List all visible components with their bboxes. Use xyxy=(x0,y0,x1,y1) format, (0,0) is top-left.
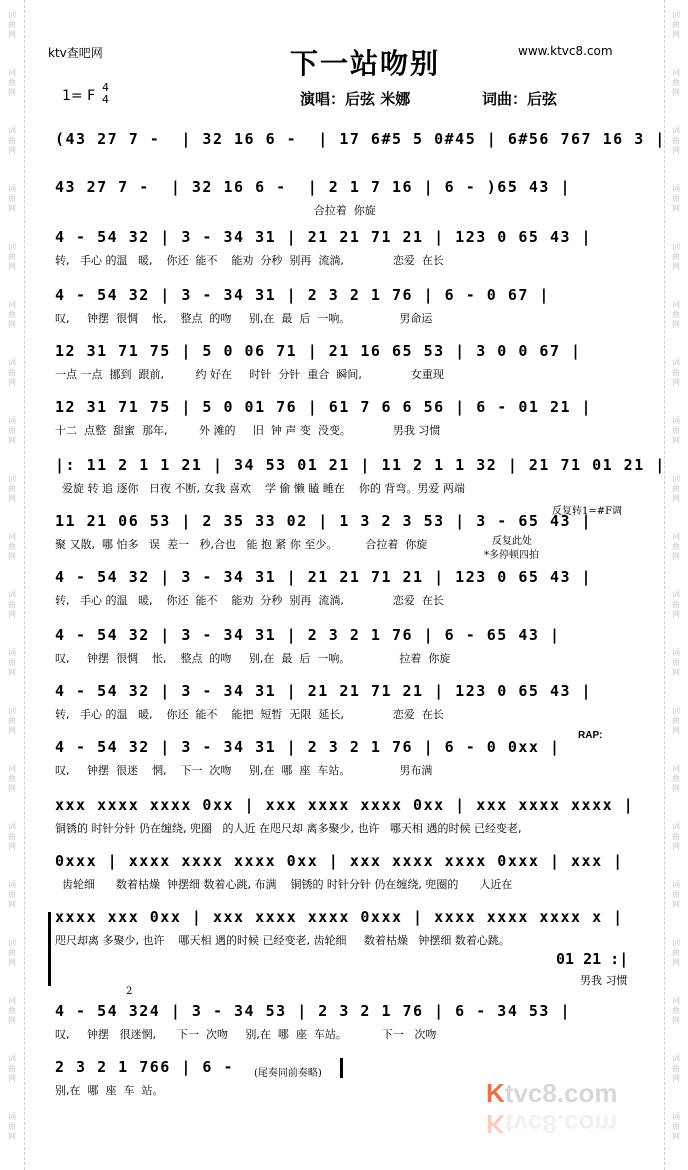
margin-watermark-glyph: 曲 xyxy=(672,948,680,957)
margin-watermark-glyph: 曲 xyxy=(8,136,16,145)
margin-watermark-glyph: 网 xyxy=(672,320,680,329)
margin-watermark-glyph: 词 xyxy=(672,474,680,483)
margin-watermark-glyph: 词 xyxy=(672,764,680,773)
margin-watermark-glyph: 曲 xyxy=(8,658,16,667)
margin-watermark-glyph: 词 xyxy=(672,184,680,193)
score-line xyxy=(55,286,635,328)
margin-watermark-glyph: 曲 xyxy=(672,1122,680,1131)
score-line xyxy=(55,342,635,384)
margin-watermark-glyph: 网 xyxy=(672,1132,680,1141)
margin-watermark-glyph: 曲 xyxy=(672,484,680,493)
margin-watermark-glyph: 词 xyxy=(8,822,16,831)
margin-watermark-glyph: 曲 xyxy=(8,78,16,87)
margin-watermark-glyph: 网 xyxy=(672,378,680,387)
lyric-line: 别,在 哪 座 车 站。 xyxy=(55,1084,164,1097)
margin-watermark-glyph: 曲 xyxy=(672,310,680,319)
right-margin-line xyxy=(664,0,665,1170)
margin-watermark-glyph: 词 xyxy=(672,1054,680,1063)
margin-watermark-glyph: 曲 xyxy=(672,658,680,667)
margin-watermark-glyph: 曲 xyxy=(672,426,680,435)
margin-watermark-glyph: 网 xyxy=(672,88,680,97)
score-line xyxy=(55,398,635,440)
score-line xyxy=(55,626,635,668)
lyric-line: 叹, 钟摆 很惆 怅, 整点 的吻 别,在 最 后 一响。 男命运 xyxy=(55,312,433,325)
score-line xyxy=(55,512,635,554)
song-title: 下一站吻别 xyxy=(290,47,441,80)
lyric-line: 叹, 钟摆 很惆 怅, 整点 的吻 别,在 最 后 一响。 拉着 你旋 xyxy=(55,652,451,665)
lyric-line: 叹, 钟摆 很迷惘, 下一 次吻 别,在 哪 座 车站。 下一 次吻 xyxy=(55,1028,437,1041)
margin-watermark-glyph: 网 xyxy=(672,204,680,213)
margin-watermark-glyph: 网 xyxy=(8,784,16,793)
margin-watermark-glyph: 曲 xyxy=(8,774,16,783)
margin-watermark-glyph: 网 xyxy=(672,900,680,909)
margin-watermark-glyph: 词 xyxy=(8,184,16,193)
margin-watermark-glyph: 网 xyxy=(672,1016,680,1025)
meter-bottom: 4 xyxy=(102,93,109,106)
score-line xyxy=(55,1002,635,1044)
margin-watermark-glyph: 曲 xyxy=(672,774,680,783)
rap-label: RAP: xyxy=(578,730,603,741)
score-line xyxy=(55,682,635,724)
margin-watermark-glyph: 曲 xyxy=(8,1122,16,1131)
meter-top: 4 xyxy=(102,81,109,94)
hold-note: *多停顿四拍 xyxy=(484,550,539,561)
margin-watermark-glyph: 曲 xyxy=(672,252,680,261)
margin-watermark-glyph: 曲 xyxy=(8,310,16,319)
margin-watermark-glyph: 曲 xyxy=(8,716,16,725)
margin-watermark-glyph: 词 xyxy=(8,590,16,599)
time-signature xyxy=(102,82,109,106)
margin-watermark-glyph: 曲 xyxy=(8,368,16,377)
composer-credit: 词曲：后弦 xyxy=(482,90,558,108)
margin-watermark-glyph: 词 xyxy=(672,648,680,657)
margin-watermark-glyph: 曲 xyxy=(672,716,680,725)
margin-watermark-glyph: 曲 xyxy=(672,136,680,145)
margin-watermark-glyph: 网 xyxy=(8,320,16,329)
lyric-line: 聚 又散, 哪 怕多 误 差一 秒,合也 能 抱 紧 你 至少。 合拉着 你旋 xyxy=(55,538,428,551)
margin-watermark-glyph: 曲 xyxy=(672,890,680,899)
margin-watermark-glyph: 网 xyxy=(672,494,680,503)
margin-watermark-glyph: 词 xyxy=(8,68,16,77)
lyric-line: 转, 手心 的温 暖, 你还 能不 能劝 分秒 别再 流淌, 恋爱 在长 xyxy=(55,594,444,607)
margin-watermark-glyph: 曲 xyxy=(8,832,16,841)
notation-line: 4 - 54 32 | 3 - 34 31 | 2 3 2 1 76 | 6 - 65 43 | xyxy=(55,626,561,644)
repeat-end-notes: 01 21 :| xyxy=(556,950,629,968)
repeat-destination-note: 反复转1=#F调 xyxy=(552,506,623,517)
notation-line: 11 21 06 53 | 2 35 33 02 | 1 3 2 3 53 | 3 - 65 43 | xyxy=(55,512,593,530)
notation-line: 0xxx | xxxx xxxx xxxx 0xx | xxx xxxx xxxx 0xxx | xxx | xyxy=(55,852,624,870)
score-line xyxy=(55,568,635,610)
score-line xyxy=(55,456,666,498)
margin-watermark-glyph: 网 xyxy=(8,146,16,155)
margin-watermark-glyph: 词 xyxy=(8,300,16,309)
margin-watermark-glyph: 曲 xyxy=(672,368,680,377)
margin-watermark-glyph: 词 xyxy=(672,938,680,947)
margin-watermark-glyph: 网 xyxy=(8,726,16,735)
margin-watermark-glyph: 曲 xyxy=(8,20,16,29)
margin-watermark-glyph: 词 xyxy=(8,1112,16,1121)
score-line xyxy=(55,228,635,270)
margin-watermark-glyph: 网 xyxy=(8,668,16,677)
margin-watermark-glyph: 词 xyxy=(8,242,16,251)
margin-watermark-glyph: 曲 xyxy=(672,78,680,87)
margin-watermark-glyph: 网 xyxy=(672,726,680,735)
margin-watermark-glyph: 曲 xyxy=(8,542,16,551)
margin-watermark-glyph: 词 xyxy=(8,126,16,135)
margin-watermark-glyph: 网 xyxy=(672,146,680,155)
margin-watermark-glyph: 词 xyxy=(8,1054,16,1063)
logo-rest-reflection: tvc8.com xyxy=(504,1109,618,1139)
margin-watermark-glyph: 网 xyxy=(8,436,16,445)
lyric-line: 叹, 钟摆 很迷 惘, 下一 次吻 别,在 哪 座 车站。 男布满 xyxy=(55,764,433,777)
notation-line: 4 - 54 324 | 3 - 34 53 | 2 3 2 1 76 | 6 - 34 53 | xyxy=(55,1002,572,1020)
margin-watermark-glyph: 词 xyxy=(672,126,680,135)
margin-watermark-glyph: 曲 xyxy=(672,1064,680,1073)
lyric-line: 转, 手心 的温 暖, 你还 能不 能把 短暂 无限 延长, 恋爱 在长 xyxy=(55,708,444,721)
score-line xyxy=(55,738,635,780)
end-note: (尾奏同前奏略) xyxy=(254,1068,322,1079)
key-signature: 1= F xyxy=(62,88,96,104)
margin-watermark-glyph: 词 xyxy=(8,532,16,541)
notation-line: 12 31 71 75 | 5 0 06 71 | 21 16 65 53 | 3 0 0 67 | xyxy=(55,342,582,360)
margin-watermark-glyph: 网 xyxy=(672,552,680,561)
margin-watermark-glyph: 曲 xyxy=(672,832,680,841)
repeat-end-lyric: 男我 习惯 xyxy=(580,974,628,987)
margin-watermark-glyph: 网 xyxy=(8,842,16,851)
site-name-left: ktv查吧网 xyxy=(48,46,103,60)
margin-watermark-glyph: 网 xyxy=(672,958,680,967)
margin-watermark-glyph: 曲 xyxy=(8,948,16,957)
margin-watermark-glyph: 词 xyxy=(672,706,680,715)
margin-watermark-glyph: 网 xyxy=(672,668,680,677)
margin-watermark-glyph: 网 xyxy=(8,610,16,619)
margin-watermark-glyph: 词 xyxy=(8,938,16,947)
margin-watermark-glyph: 词 xyxy=(672,10,680,19)
margin-watermark-glyph: 曲 xyxy=(8,252,16,261)
margin-watermark-glyph: 曲 xyxy=(8,484,16,493)
notation-line: 2 3 2 1 766 | 6 - xyxy=(55,1058,235,1076)
margin-watermark-glyph: 曲 xyxy=(8,426,16,435)
margin-watermark-glyph: 网 xyxy=(672,842,680,851)
margin-watermark-glyph: 曲 xyxy=(672,542,680,551)
margin-watermark-glyph: 词 xyxy=(8,474,16,483)
margin-watermark-glyph: 词 xyxy=(8,880,16,889)
margin-watermark-glyph: 词 xyxy=(672,416,680,425)
margin-watermark-glyph: 词 xyxy=(672,358,680,367)
logo-rest: tvc8.com xyxy=(504,1078,618,1108)
margin-watermark-glyph: 词 xyxy=(8,996,16,1005)
margin-watermark-glyph: 网 xyxy=(8,378,16,387)
ktvc8-logo-reflection xyxy=(486,1108,618,1139)
margin-watermark-glyph: 曲 xyxy=(672,194,680,203)
lyric-line: 转, 手心 的温 暖, 你还 能不 能劝 分秒 别再 流淌, 恋爱 在长 xyxy=(55,254,444,267)
margin-watermark-glyph: 词 xyxy=(672,532,680,541)
margin-watermark-glyph: 网 xyxy=(672,436,680,445)
margin-watermark-glyph: 词 xyxy=(672,880,680,889)
margin-watermark-glyph: 网 xyxy=(8,1074,16,1083)
margin-watermark-glyph: 网 xyxy=(672,784,680,793)
score-line xyxy=(55,796,635,838)
margin-watermark-glyph: 词 xyxy=(8,648,16,657)
margin-watermark-glyph: 网 xyxy=(672,1074,680,1083)
notation-line: (43 27 7 - | 32 16 6 - | 17 6#5 5 0#45 | 6#56 767 16 3 | xyxy=(55,130,666,148)
margin-watermark-glyph: 网 xyxy=(672,262,680,271)
left-margin-line xyxy=(24,0,25,1170)
margin-watermark-glyph: 词 xyxy=(672,996,680,1005)
lyric-line: 咫尺却离 多聚少, 也许 哪天相 遇的时候 已经变老, 齿轮细 数着枯燥 钟摆细 数着心跳。 xyxy=(55,934,510,947)
margin-watermark-glyph: 曲 xyxy=(8,1006,16,1015)
logo-k-reflection: K xyxy=(486,1109,505,1139)
lyric-line: 爱旋 转 追 逐你 日夜 不断, 女我 喜欢 学 偷 懒 瞌 睡在 你的 背弯。男爱 两端 xyxy=(55,482,465,495)
notation-line: 4 - 54 32 | 3 - 34 31 | 21 21 71 21 | 123 0 65 43 | xyxy=(55,682,593,700)
margin-watermark-glyph: 网 xyxy=(8,1132,16,1141)
margin-watermark-glyph: 曲 xyxy=(8,1064,16,1073)
site-url-right: www.ktvc8.com xyxy=(518,44,613,58)
margin-watermark-glyph: 词 xyxy=(8,416,16,425)
margin-watermark-glyph: 网 xyxy=(8,552,16,561)
margin-watermark-glyph: 曲 xyxy=(8,600,16,609)
margin-watermark-glyph: 网 xyxy=(672,610,680,619)
repeat-here-note: 反复此处 xyxy=(492,536,532,547)
margin-watermark-glyph: 词 xyxy=(8,358,16,367)
margin-watermark-glyph: 网 xyxy=(8,958,16,967)
score-line xyxy=(55,178,635,220)
margin-watermark-glyph: 网 xyxy=(8,262,16,271)
margin-watermark-glyph: 词 xyxy=(672,590,680,599)
lyric-line: 十二 点整 甜蜜 那年, 外 滩的 旧 钟 声 变 没变。 男我 习惯 xyxy=(55,424,441,437)
notation-line: xxxx xxx 0xx | xxx xxxx xxxx 0xxx | xxxx xxxx xxxx x | xyxy=(55,908,624,926)
margin-watermark-glyph: 词 xyxy=(8,764,16,773)
left-watermark-strip xyxy=(4,0,20,1170)
notation-line: 4 - 54 32 | 3 - 34 31 | 21 21 71 21 | 123 0 65 43 | xyxy=(55,228,593,246)
margin-watermark-glyph: 词 xyxy=(672,300,680,309)
notation-line: 4 - 54 32 | 3 - 34 31 | 21 21 71 21 | 123 0 65 43 | xyxy=(55,568,593,586)
ktvc8-logo xyxy=(486,1078,618,1109)
notation-line: |: 11 2 1 1 21 | 34 53 01 21 | 11 2 1 1 32 | 21 71 01 21 | xyxy=(55,456,666,474)
score-line xyxy=(55,130,666,172)
margin-watermark-glyph: 网 xyxy=(8,900,16,909)
final-barline xyxy=(340,1058,343,1078)
margin-watermark-glyph: 网 xyxy=(8,30,16,39)
notation-line: xxx xxxx xxxx 0xx | xxx xxxx xxxx 0xx | xxx xxxx xxxx | xyxy=(55,796,635,814)
singers-credit: 演唱：后弦 米娜 xyxy=(300,90,411,108)
margin-watermark-glyph: 网 xyxy=(8,204,16,213)
margin-watermark-glyph: 曲 xyxy=(8,890,16,899)
notation-line: 4 - 54 32 | 3 - 34 31 | 2 3 2 1 76 | 6 - 0 0xx | xyxy=(55,738,561,756)
score-line xyxy=(55,852,635,894)
volta-number: 2 xyxy=(126,986,133,997)
lyric-line: 铜锈的 时针分针 仍在缠绕, 兜圈 的人近 在咫尺却 离多聚少, 也许 哪天相 遇的时候 已经变老, xyxy=(55,822,522,835)
notation-line: 43 27 7 - | 32 16 6 - | 2 1 7 16 | 6 - )65 43 | xyxy=(55,178,572,196)
margin-watermark-glyph: 网 xyxy=(8,1016,16,1025)
logo-k: K xyxy=(486,1078,505,1108)
margin-watermark-glyph: 词 xyxy=(672,242,680,251)
margin-watermark-glyph: 曲 xyxy=(672,20,680,29)
margin-watermark-glyph: 网 xyxy=(8,88,16,97)
margin-watermark-glyph: 曲 xyxy=(672,600,680,609)
notation-line: 4 - 54 32 | 3 - 34 31 | 2 3 2 1 76 | 6 - 0 67 | xyxy=(55,286,550,304)
margin-watermark-glyph: 曲 xyxy=(672,1006,680,1015)
lyric-line: 一点 一点 挪到 跟前, 约 好在 时针 分针 重合 瞬间, 女重现 xyxy=(55,368,444,381)
repeat-bracket xyxy=(48,912,51,986)
margin-watermark-glyph: 词 xyxy=(8,706,16,715)
margin-watermark-glyph: 词 xyxy=(8,10,16,19)
margin-watermark-glyph: 网 xyxy=(672,30,680,39)
margin-watermark-glyph: 词 xyxy=(672,68,680,77)
notation-line: 12 31 71 75 | 5 0 01 76 | 61 7 6 6 56 | 6 - 01 21 | xyxy=(55,398,593,416)
lyric-line: 合拉着 你旋 xyxy=(55,204,376,217)
margin-watermark-glyph: 曲 xyxy=(8,194,16,203)
right-watermark-strip xyxy=(668,0,684,1170)
margin-watermark-glyph: 网 xyxy=(8,494,16,503)
score-line xyxy=(55,908,635,950)
lyric-line: 齿轮细 数着枯燥 钟摆细 数着心跳, 布满 铜锈的 时针分针 仍在缠绕, 兜圈的 人近在 xyxy=(55,878,513,891)
margin-watermark-glyph: 词 xyxy=(672,822,680,831)
margin-watermark-glyph: 词 xyxy=(672,1112,680,1121)
